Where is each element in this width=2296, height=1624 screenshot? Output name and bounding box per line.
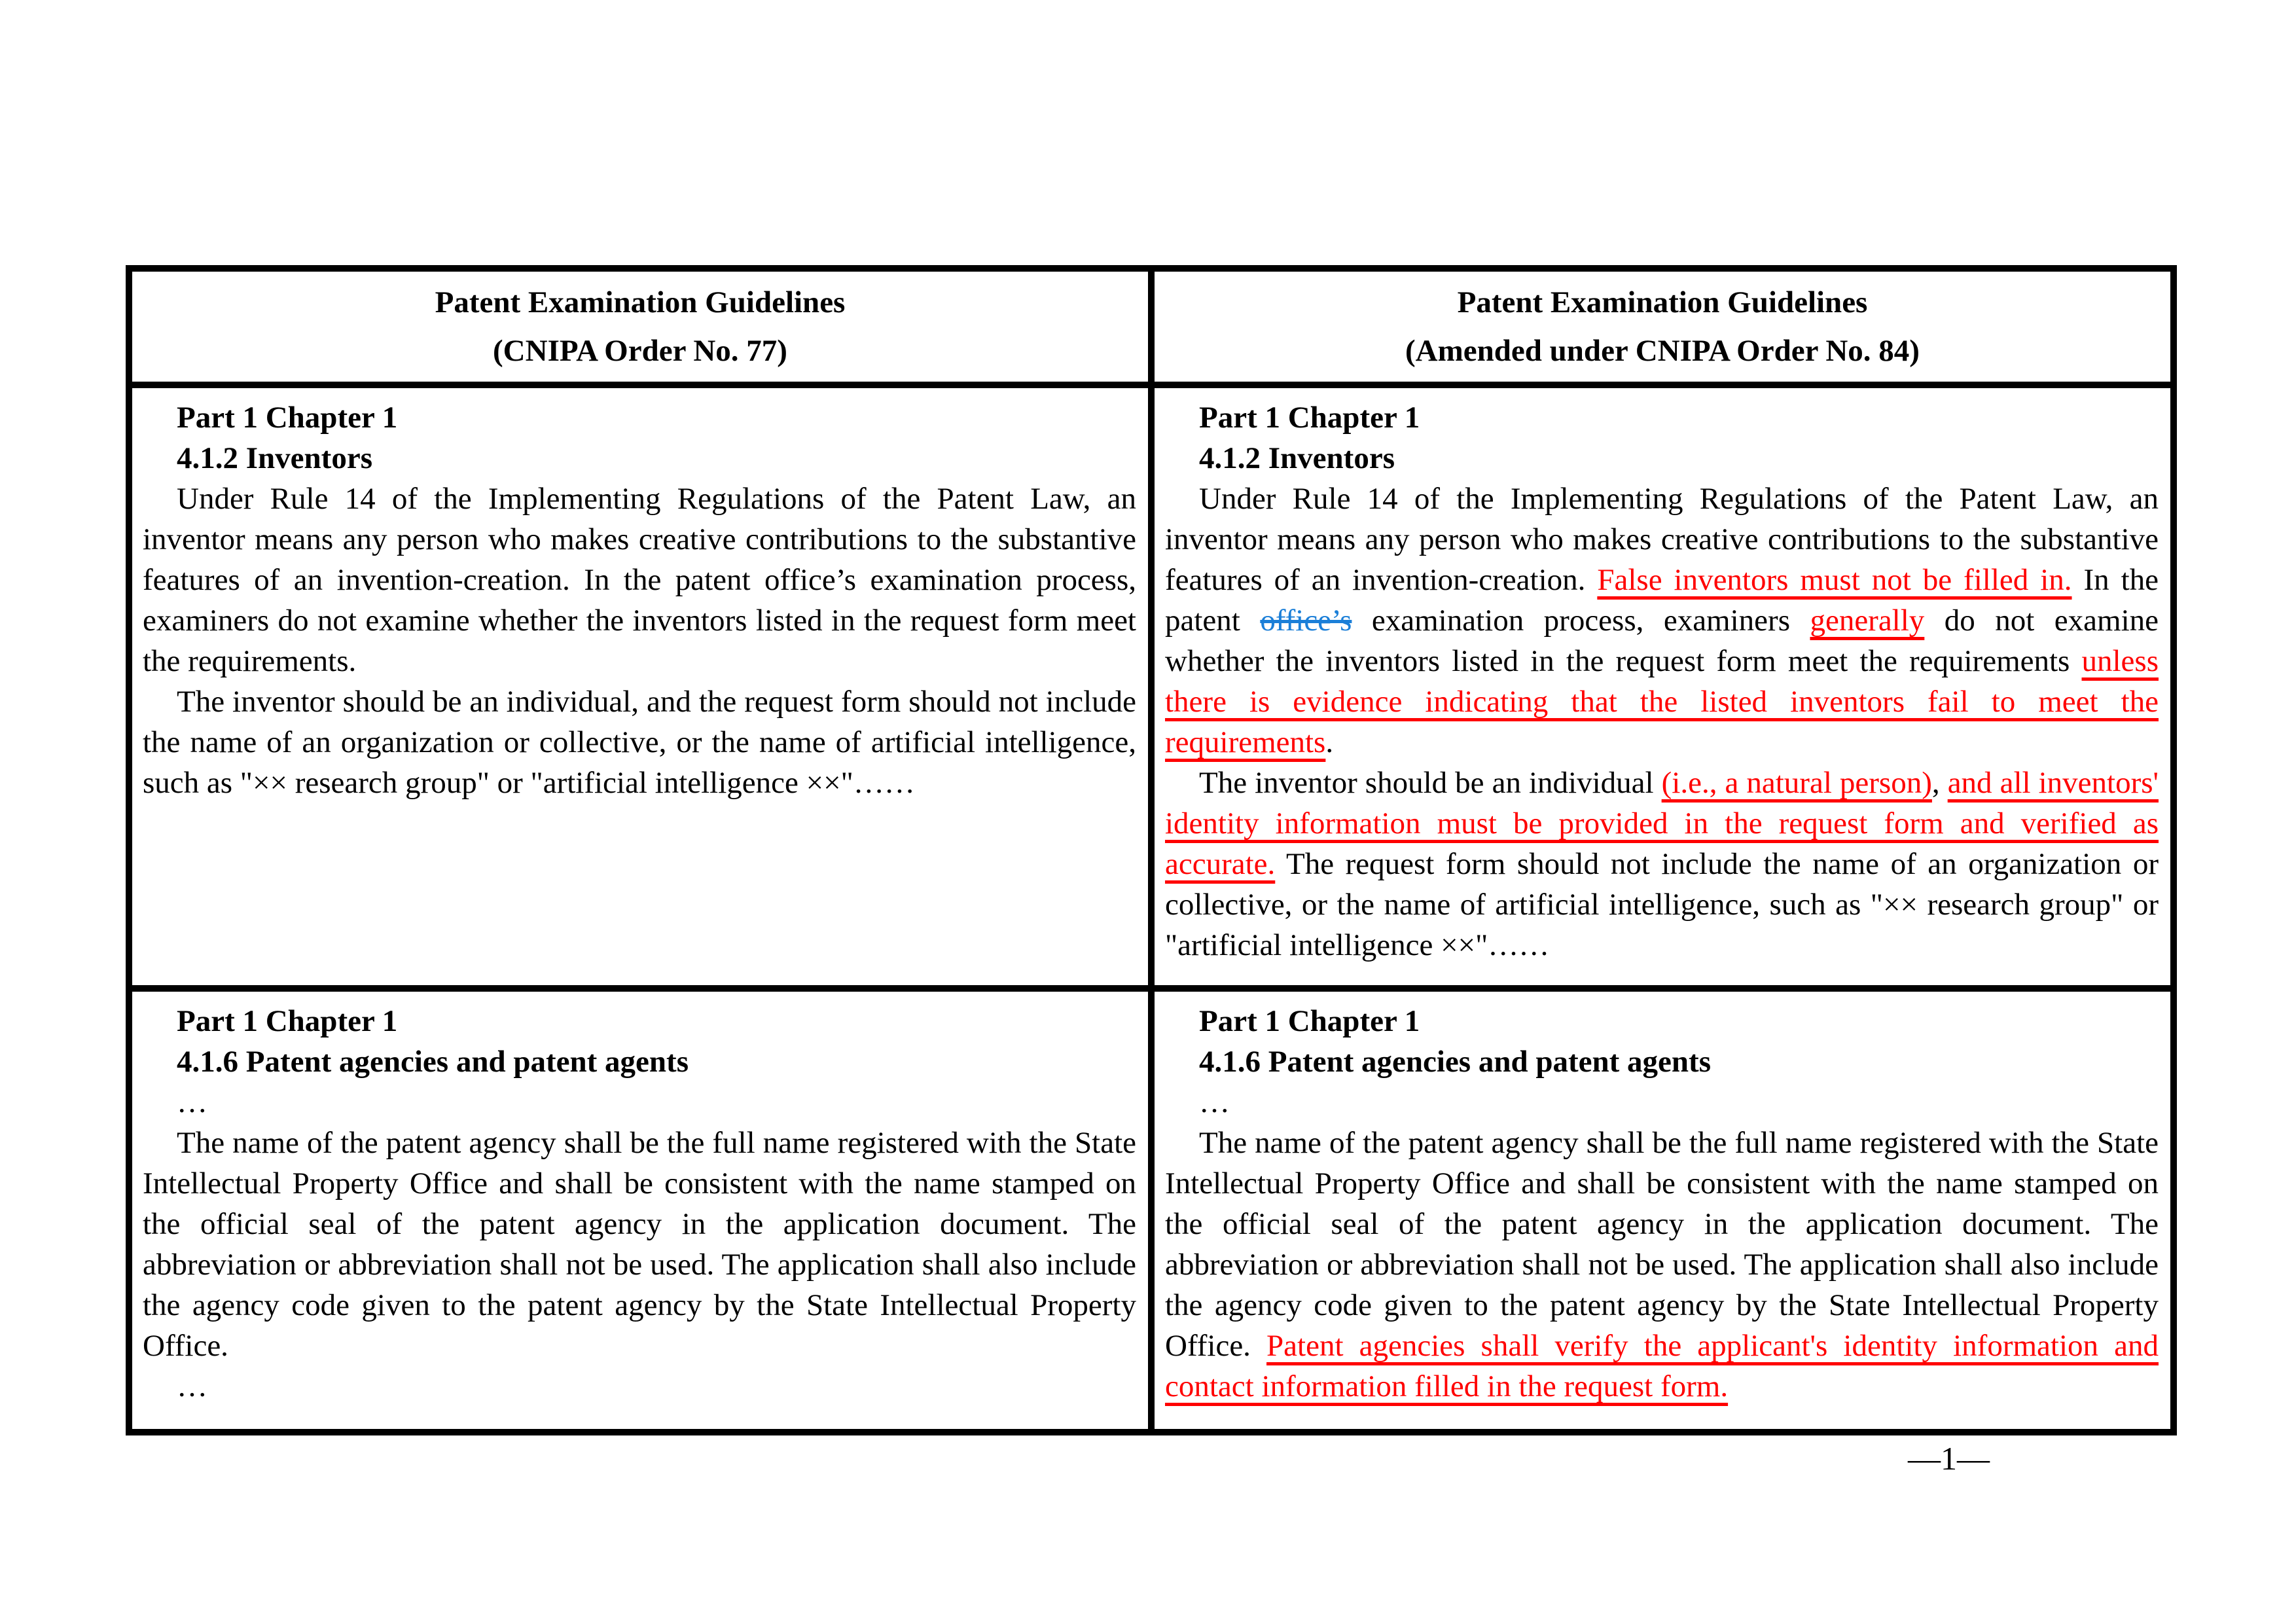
body-text: The request form should not include the name of an organization or collective, or the name of artificial intelligence, such as "×× research group" or "artificial intelligence ××"…… [1165,847,2159,962]
column-title: Patent Examination Guidelines [1457,285,1868,319]
body-text: Under Rule 14 of the Implementing Regulations of the Patent Law, an inventor means any person who makes creative contributions to the substantive features of an invention-creation. In the patent office’s examination process, examiners do not examine whether the inventors listed in the request form meet the requirements. [143,482,1136,678]
inserted-text: (i.e., a natural person) [1661,766,1932,800]
column-subtitle: (Amended under CNIPA Order No. 84) [1405,334,1920,368]
ellipsis-paragraph [1165,1082,2159,1123]
section-heading: Part 1 Chapter 1 [1199,401,1420,435]
cell-agencies-amended [1151,988,2174,1432]
column-title: Patent Examination Guidelines [435,285,846,319]
body-text: examination process, examiners [1352,604,1810,638]
header-row [129,268,2174,385]
paragraph [143,681,1136,803]
paragraph [143,478,1136,681]
table-row-patent-agencies [129,988,2174,1432]
section-heading: 4.1.6 Patent agencies and patent agents [177,1045,689,1079]
section-heading: Part 1 Chapter 1 [177,401,398,435]
cell-inventors-amended [1151,385,2174,988]
table-row-inventors [129,385,2174,988]
paragraph [1165,478,2159,763]
inserted-text: Patent agencies shall verify the applicant's identity information and contact information filled in the request form. [1165,1329,2159,1403]
section-heading: Part 1 Chapter 1 [1199,1004,1420,1038]
ellipsis-paragraph [143,1082,1136,1123]
paragraph [143,1123,1136,1366]
cell-inventors-old [129,385,1151,988]
comparison-table [126,265,2177,1435]
body-text: The inventor should be an individual, and the request form should not include the name of an organization or collective, or the name of artificial intelligence, such as "×× research group" or "artificial intelligence ××"…… [143,685,1136,800]
body-text: do not examine whether the inventors listed in the request form meet the requirements [1165,604,2159,678]
column-subtitle: (CNIPA Order No. 77) [493,334,787,368]
section-heading: Part 1 Chapter 1 [177,1004,398,1038]
section-heading: 4.1.2 Inventors [1199,441,1395,475]
inserted-text: generally [1810,604,1925,638]
section-heading: 4.1.6 Patent agencies and patent agents [1199,1045,1711,1079]
body-text: The inventor should be an individual [1199,766,1662,800]
body-text: The name of the patent agency shall be the full name registered with the State Intellectual Property Office and shall be consistent with the name stamped on the official seal of the patent agency in the application document. The abbreviation or abbreviation shall not be used. The application shall also include the agency code given to the patent agency by the State Intellectual Property Office. [1165,1126,2159,1363]
ellipsis-paragraph [143,1366,1136,1407]
body-text: … [177,1085,207,1119]
body-text: … [1199,1085,1230,1119]
body-text: , [1931,766,1948,800]
inserted-text: unless there is evidence indicating that the listed inventors fail to meet the requirements [1165,644,2159,759]
section-heading: 4.1.2 Inventors [177,441,372,475]
body-text: Under Rule 14 of the Implementing Regulations of the Patent Law, an inventor means any person who makes creative contributions to the substantive features of an invention-creation. [1165,482,2159,597]
inserted-text: and all inventors' identity information must be provided in the request form and verified as accurate. [1165,766,2159,881]
body-text: . [1325,725,1334,759]
cell-agencies-old [129,988,1151,1432]
body-text: The name of the patent agency shall be the full name registered with the State Intellectual Property Office and shall be consistent with the name stamped on the official seal of the patent agency in the application document. The abbreviation or abbreviation shall not be used. The application shall also include the agency code given to the patent agency by the State Intellectual Property Office. [143,1126,1136,1363]
page-number: —1— [1908,1440,1990,1477]
inserted-text: False inventors must not be filled in. [1597,563,2072,597]
body-text: … [177,1369,207,1403]
header-cell-amended-version [1151,268,2174,385]
deleted-text: office’s [1260,604,1352,638]
header-cell-old-version [129,268,1151,385]
paragraph [1165,763,2159,965]
paragraph [1165,1123,2159,1407]
body-text: In the patent [1165,563,2159,638]
